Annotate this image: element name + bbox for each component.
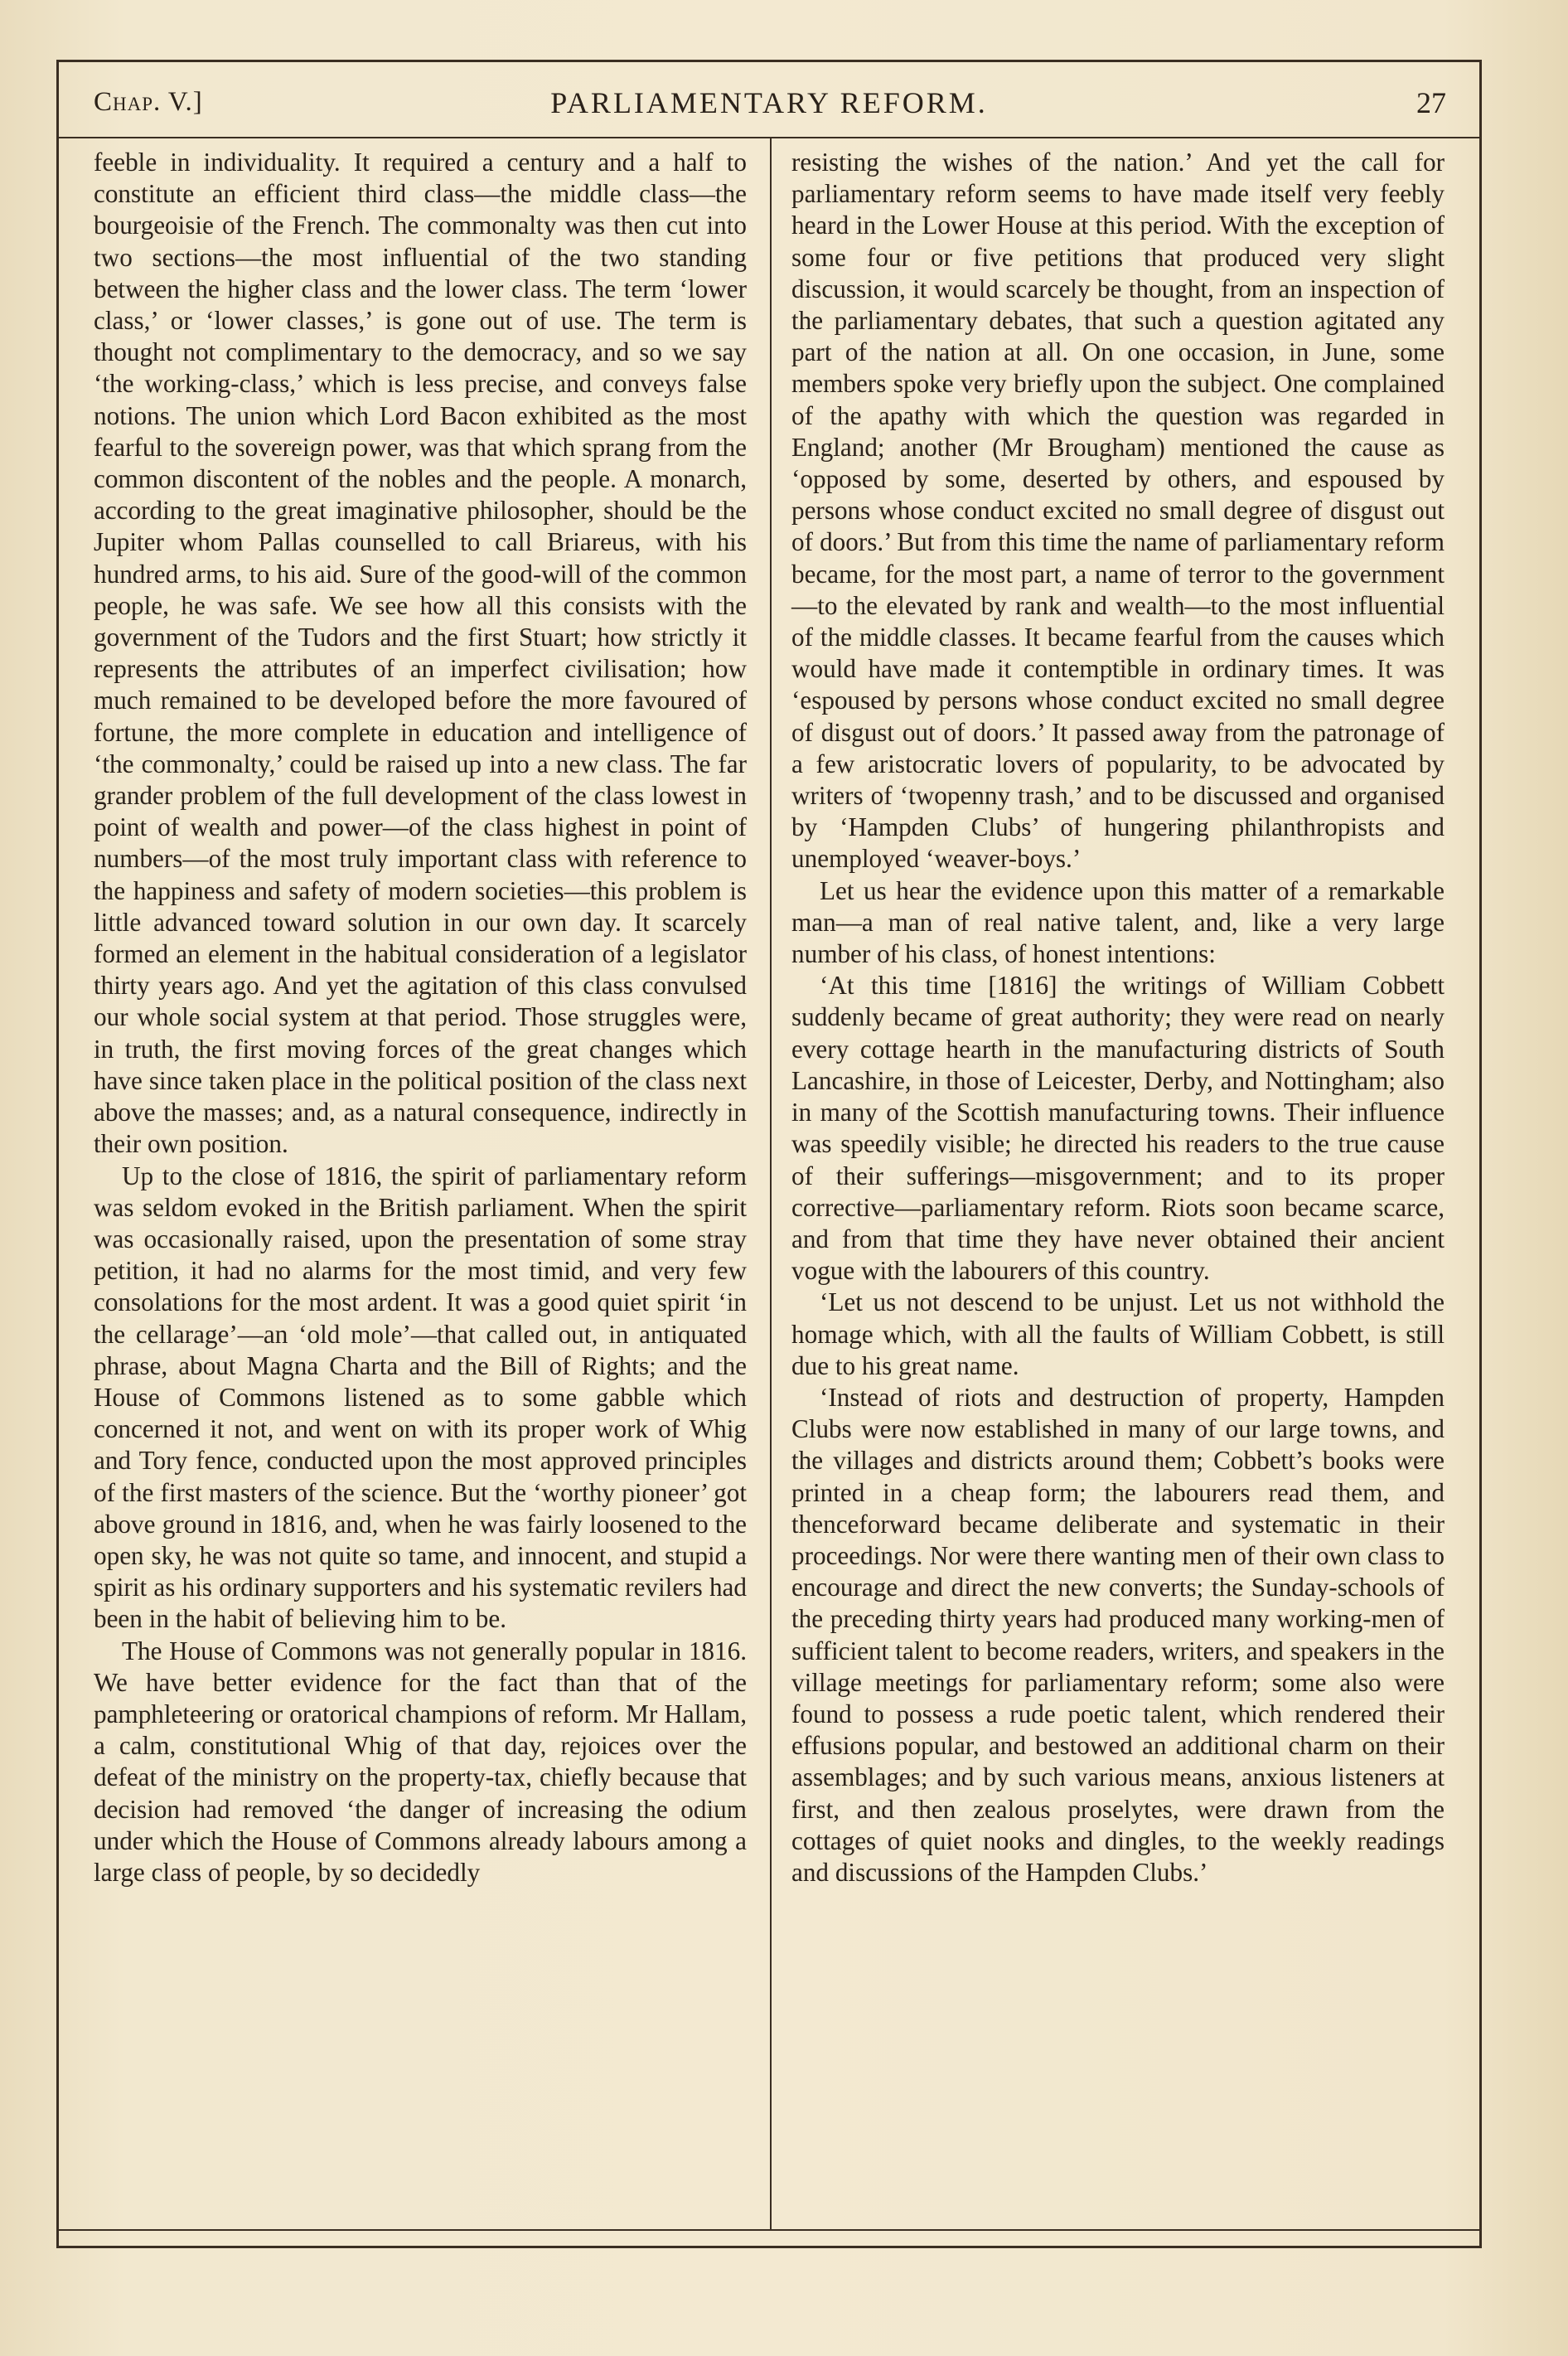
page-number: 27 [1416,86,1446,119]
page-title: PARLIAMENTARY REFORM. [550,86,988,119]
paragraph: Up to the close of 1816, the spirit of parliamentary reform was seldom evoked in the British parliament. When the spirit was occasionally raised, upon the presentation of some stray petition, it had no alarms for the most timid, and very few consolations for the most ardent. It was a good quiet spirit ‘in the cellarage’—an ‘old mole’—that called out, in antiquated phrase, about Magna Charta and the Bill of Rights; and the House of Commons listened as to some gabble which concerned it not, and went on with its proper work of Whig and Tory fence, conducted upon the most approved principles of the first masters of the science. But the ‘worthy pioneer’ got above ground in 1816, and, when he was fairly loosened to the open sky, he was not quite so tame, and innocent, and stupid a spirit as his ordinary supporters and his systematic revilers had been in the habit of believing him to be. [94,1161,747,1634]
paragraph: ‘At this time [1816] the writings of William Cobbett suddenly became of great authority; they were read on nearly every cottage hearth in the manufacturing districts of South Lancashire, in those of Leicester, Derby, and Nottingham; also in many of the Scottish manufacturing towns. Their influence was speedily visible; he directed his readers to the true cause of their sufferings—misgovernment; and to its proper corrective—parliamentary reform. Riots soon became scarce, and from that time they have never obtained their ancient vogue with the labourers of this country. [791,971,1445,1286]
running-header [59,62,1479,138]
paragraph: resisting the wishes of the nation.’ And yet the call for parliamentary reform seems to have made itself very feebly heard in the Lower House at this period. With the exception of some four or five petitions that produced very slight discussion, it would scarcely be thought, from an inspection of the parliamentary debates, that such a question agitated any part of the nation at all. On one occasion, in June, some members spoke very briefly upon the subject. One complained of the apathy with which the question was regarded in England; another (Mr Brougham) mentioned the cause as ‘opposed by some, deserted by others, and espoused by persons whose conduct excited no small degree of disgust out of doors.’ But from this time the name of parliamentary reform became, for the most part, a name of terror to the government—to the elevated by rank and wealth—to the most influential of the middle classes. It became fearful from the causes which would have made it contemptible in ordinary times. It was ‘espoused by persons whose conduct excited no small degree of disgust out of doors.’ It passed away from the patronage of a few aristocratic lovers of popularity, to be advocated by writers of ‘twopenny trash,’ and to be discussed and organised by ‘Hampden Clubs’ of hungering philanthropists and unemployed ‘weaver-boys.’ [791,148,1445,874]
paragraph: ‘Instead of riots and destruction of property, Hampden Clubs were now established in many of our large towns, and the villages and districts around them; Cobbett’s books were printed in a cheap form; the labourers read them, and thenceforward became deliberate and systematic in their proceedings. Nor were there wanting men of their own class to encourage and direct the new converts; the Sunday-schools of the preceding thirty years had produced many working-men of sufficient talent to become readers, writers, and speakers in the village meetings for parliamentary reform; some also were found to possess a rude poetic talent, which rendered their effusions popular, and bestowed an additional charm on their assemblages; and by such various means, anxious listeners at first, and then zealous proselytes, were drawn from the cottages of quiet nooks and dingles, to the weekly readings and discussions of the Hampden Clubs.’ [791,1382,1445,1887]
paragraph: feeble in individuality. It required a century and a half to constitute an efficient third class—the middle class—the bourgeoisie of the French. The commonalty was then cut into two sections—the most influential of the two standing between the higher class and the lower class. The term ‘lower class,’ or ‘lower classes,’ is gone out of use. The term is thought not complimentary to the democracy, and so we say ‘the working-class,’ which is less precise, and conveys false notions. The union which Lord Bacon exhibited as the most fearful to the sovereign power, was that which sprang from the common discontent of the nobles and the people. A monarch, according to the great imaginative philosopher, should be the Jupiter whom Pallas counselled to call Briareus, with his hundred arms, to his aid. Sure of the good-will of the common people, he was safe. We see how all this consists with the government of the Tudors and the first Stuart; how strictly it represents the attributes of an imperfect civilisation; how much remained to be developed before the more favoured of fortune, the more complete in education and intelligence of ‘the commonalty,’ could be raised up into a new class. The far grander problem of the full development of the class lowest in point of wealth and power—of the class highest in point of numbers—of the most truly important class with reference to the happiness and safety of modern societies—this problem is little advanced toward solution in our own day. It scarcely formed an element in the habitual consideration of a legislator thirty years ago. And yet the agitation of this class convulsed our whole social system at that period. Those struggles were, in truth, the first moving forces of the great changes which have since taken place in the political position of the class next above the masses; and, as a natural consequence, indirectly in their own position. [94,148,747,1159]
bottom-rule [59,2229,1479,2231]
left-column [94,147,747,1888]
right-column [791,147,1445,1888]
paragraph: Let us hear the evidence upon this matter of a remarkable man—a man of real native talent, and, like a very large number of his class, of honest intentions: [791,875,1445,969]
column-divider [770,138,772,2229]
chapter-label: Chap. V.] [94,87,203,117]
paragraph: ‘Let us not descend to be unjust. Let us not withhold the homage which, with all the faults of William Cobbett, is still due to his great name. [791,1287,1445,1380]
page-frame [56,60,1482,2248]
paragraph: The House of Commons was not generally popular in 1816. We have better evidence for the fact than that of the pamphleteering or oratorical champions of reform. Mr Hallam, a calm, constitutional Whig of that day, rejoices over the defeat of the ministry on the property-tax, chiefly because that decision had removed ‘the danger of increasing the odium under which the House of Commons already labours among a large class of people, by so decidedly [94,1636,747,1887]
